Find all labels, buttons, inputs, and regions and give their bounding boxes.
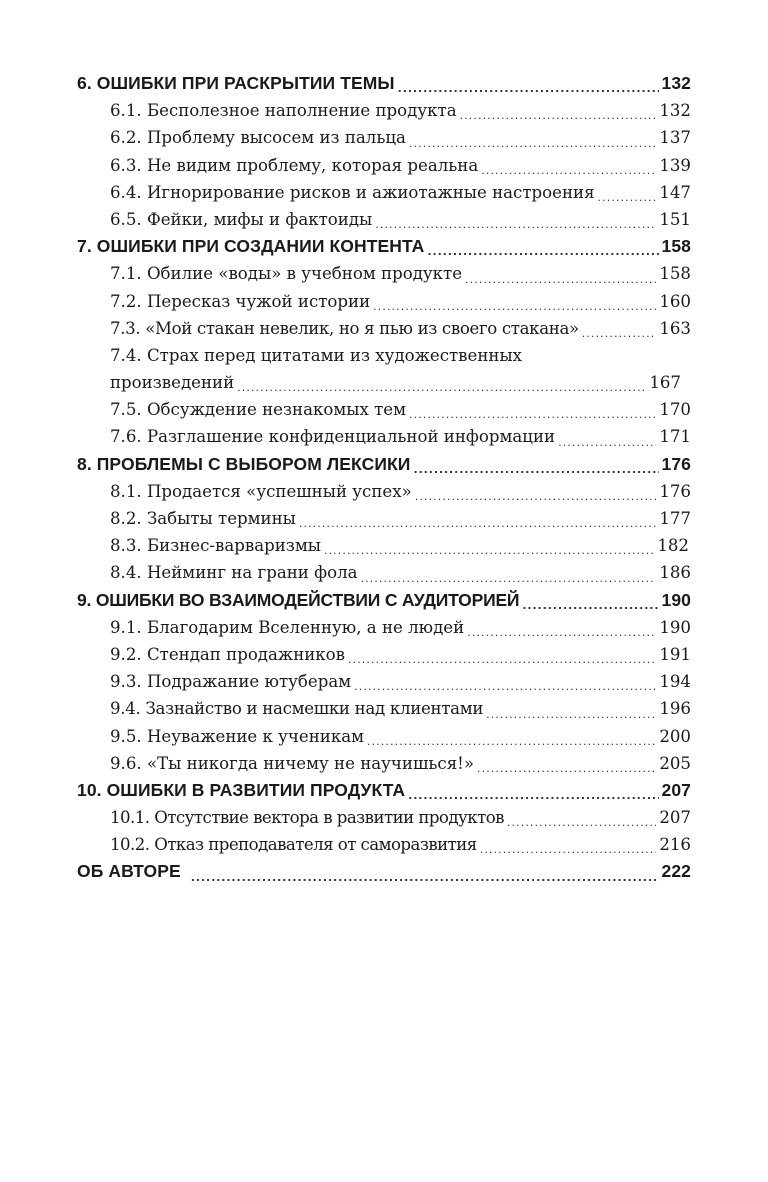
dot-leader — [427, 240, 658, 260]
toc-entry-title: 7.6. Разглашение конфиденциальной информации — [110, 427, 556, 447]
toc-entry-title: 8.4. Нейминг на грани фола — [110, 563, 358, 583]
toc-section-10-1[interactable] — [77, 804, 691, 831]
toc-entry-title: 9.5. Неуважение к ученикам — [110, 726, 365, 746]
dot-leader — [465, 268, 656, 288]
dot-leader — [191, 866, 659, 886]
dot-leader — [361, 567, 657, 587]
toc-chapter-10[interactable] — [77, 777, 691, 804]
toc-page-number: 207 — [661, 779, 691, 800]
dot-leader — [367, 730, 656, 750]
dot-leader — [507, 811, 656, 831]
toc-page-number: 222 — [661, 861, 691, 882]
toc-page-number: 176 — [661, 453, 691, 474]
toc-section-10-2[interactable] — [77, 831, 691, 858]
toc-chapter-9[interactable] — [77, 587, 691, 614]
toc-entry-title: 9.4. Зазнайство и насмешки над клиентами — [110, 699, 484, 719]
toc-page-number: 158 — [659, 264, 691, 284]
toc-page-number: 207 — [659, 808, 691, 828]
toc-page-number: 177 — [659, 509, 691, 528]
toc-entry-title: 8.1. Продается «успешный успех» — [110, 481, 412, 501]
dot-leader — [409, 132, 656, 152]
toc-section-8-1[interactable] — [77, 478, 691, 505]
dot-leader — [598, 186, 657, 206]
toc-section-9-3[interactable] — [77, 668, 691, 695]
toc-section-6-4[interactable] — [77, 179, 691, 206]
toc-page-number: 182 — [657, 536, 689, 556]
toc-chapter-7[interactable] — [77, 233, 691, 260]
toc-entry-title: 8. ПРОБЛЕМЫ С ВЫБОРОМ ЛЕКСИКИ — [77, 453, 411, 474]
toc-entry-title: 6.4. Игнорирование рисков и ажиотажные настроения — [110, 182, 595, 202]
toc-section-9-6[interactable] — [77, 750, 691, 777]
dot-leader — [582, 322, 657, 342]
toc-entry-title: 9.6. «Ты никогда ничему не научишься!» — [110, 753, 475, 773]
toc-section-6-3[interactable] — [77, 152, 691, 179]
toc-section-7-4-line1[interactable] — [77, 342, 691, 369]
toc-page-number: 190 — [659, 617, 691, 637]
toc-page-number: 147 — [659, 182, 691, 202]
toc-entry-title: 7.3. «Мой стакан невелик, но я пью из своего стакана» — [110, 318, 579, 338]
toc-page-number: 158 — [661, 236, 691, 257]
toc-entry-title: 8.2. Забыты термины — [110, 509, 296, 528]
toc-page-number: 167 — [649, 373, 681, 393]
toc-section-7-2[interactable] — [77, 288, 691, 315]
toc-page-number: 137 — [659, 128, 691, 148]
toc-entry-title: 6.3. Не видим проблему, которая реальна — [110, 155, 479, 175]
toc-page-number: 139 — [659, 155, 691, 175]
toc-chapter-8[interactable] — [77, 451, 691, 478]
toc-entry-title: 6. ОШИБКИ ПРИ РАСКРЫТИИ ТЕМЫ — [77, 73, 395, 93]
dot-leader — [522, 594, 658, 614]
toc-section-9-1[interactable] — [77, 614, 691, 641]
toc-entry-title: 7.4. Страх перед цитатами из художественных — [110, 345, 523, 365]
toc-chapter-6[interactable] — [77, 70, 691, 97]
toc-page-number: 216 — [659, 835, 691, 855]
toc-entry-title: 7. ОШИБКИ ПРИ СОЗДАНИИ КОНТЕНТА — [77, 236, 425, 257]
toc-entry-title: 6.5. Фейки, мифы и фактоиды — [110, 209, 373, 229]
toc-section-9-2[interactable] — [77, 641, 691, 668]
toc-section-7-1[interactable] — [77, 260, 691, 287]
dot-leader — [373, 295, 656, 315]
toc-page-number: 205 — [659, 753, 691, 773]
toc-section-7-4-line2[interactable] — [77, 369, 691, 396]
toc-page-number: 151 — [659, 209, 691, 229]
toc-entry-title: 10. ОШИБКИ В РАЗВИТИИ ПРОДУКТА — [77, 779, 406, 800]
toc-entry-title: 10.2. Отказ преподавателя от саморазвития — [110, 835, 477, 855]
toc-section-9-5[interactable] — [77, 723, 691, 750]
toc-page-number: 160 — [659, 291, 691, 311]
dot-leader — [408, 784, 658, 804]
toc-page-number: 200 — [659, 726, 691, 746]
dot-leader — [237, 376, 646, 396]
toc-section-6-1[interactable] — [77, 97, 691, 124]
toc-entry-title: ОБ АВТОРЕ — [77, 861, 181, 882]
dot-leader — [415, 485, 657, 505]
toc-entry-title: 9. ОШИБКИ ВО ВЗАИМОДЕЙСТВИИ С АУДИТОРИЕЙ — [77, 589, 520, 610]
dot-leader — [477, 757, 656, 777]
toc-page-number: 170 — [659, 400, 691, 420]
dot-leader — [460, 104, 657, 124]
toc-entry-title: 6.2. Проблему высосем из пальца — [110, 128, 406, 148]
toc-entry-title: 7.1. Обилие «воды» в учебном продукте — [110, 264, 463, 284]
dot-leader — [467, 621, 656, 641]
toc-section-9-4[interactable] — [77, 695, 691, 722]
dot-leader — [354, 675, 656, 695]
toc-section-7-5[interactable] — [77, 396, 691, 423]
toc-entry-title: 6.1. Бесполезное наполнение продукта — [110, 101, 457, 121]
dot-leader — [398, 77, 659, 97]
toc-entry-title: 8.3. Бизнес-варваризмы — [110, 536, 321, 556]
dot-leader — [348, 648, 656, 668]
dot-leader — [324, 539, 654, 559]
dot-leader — [414, 458, 659, 478]
toc-page-number: 191 — [659, 644, 691, 664]
dot-leader — [409, 403, 656, 423]
toc-section-6-5[interactable] — [77, 206, 691, 233]
dot-leader — [558, 431, 656, 451]
dot-leader — [375, 213, 656, 233]
toc-page-number: 171 — [659, 427, 691, 447]
toc-entry-title: 9.3. Подражание ютуберам — [110, 672, 352, 692]
toc-section-8-4[interactable] — [77, 559, 691, 586]
toc-page-number: 190 — [661, 589, 691, 610]
dot-leader — [481, 159, 656, 179]
toc-page-number: 186 — [659, 563, 691, 583]
toc-entry-title-continued: произведений — [110, 373, 235, 393]
toc-section-7-6[interactable] — [77, 423, 691, 450]
toc-page-number: 194 — [659, 672, 691, 692]
toc-page-number: 163 — [659, 318, 691, 338]
toc-page-number: 132 — [661, 73, 691, 93]
toc-about-author[interactable] — [77, 858, 691, 885]
toc-entry-title: 10.1. Отсутствие вектора в развитии продуктов — [110, 808, 504, 828]
toc-section-8-3[interactable] — [77, 532, 691, 559]
dot-leader — [299, 512, 656, 532]
toc-entry-title: 9.2. Стендап продажников — [110, 644, 346, 664]
toc-entry-title: 7.2. Пересказ чужой истории — [110, 291, 371, 311]
toc-entry-title: 7.5. Обсуждение незнакомых тем — [110, 400, 407, 420]
toc-section-7-3[interactable] — [77, 315, 691, 342]
toc-section-8-2[interactable] — [77, 505, 691, 532]
dot-leader — [486, 703, 656, 723]
toc-page-number: 176 — [659, 481, 691, 501]
toc-entry-title: 9.1. Благодарим Вселенную, а не людей — [110, 617, 465, 637]
dot-leader — [480, 838, 657, 858]
table-of-contents — [77, 70, 691, 886]
toc-page-number: 196 — [659, 699, 691, 719]
toc-page-number: 132 — [659, 101, 691, 121]
toc-section-6-2[interactable] — [77, 124, 691, 151]
